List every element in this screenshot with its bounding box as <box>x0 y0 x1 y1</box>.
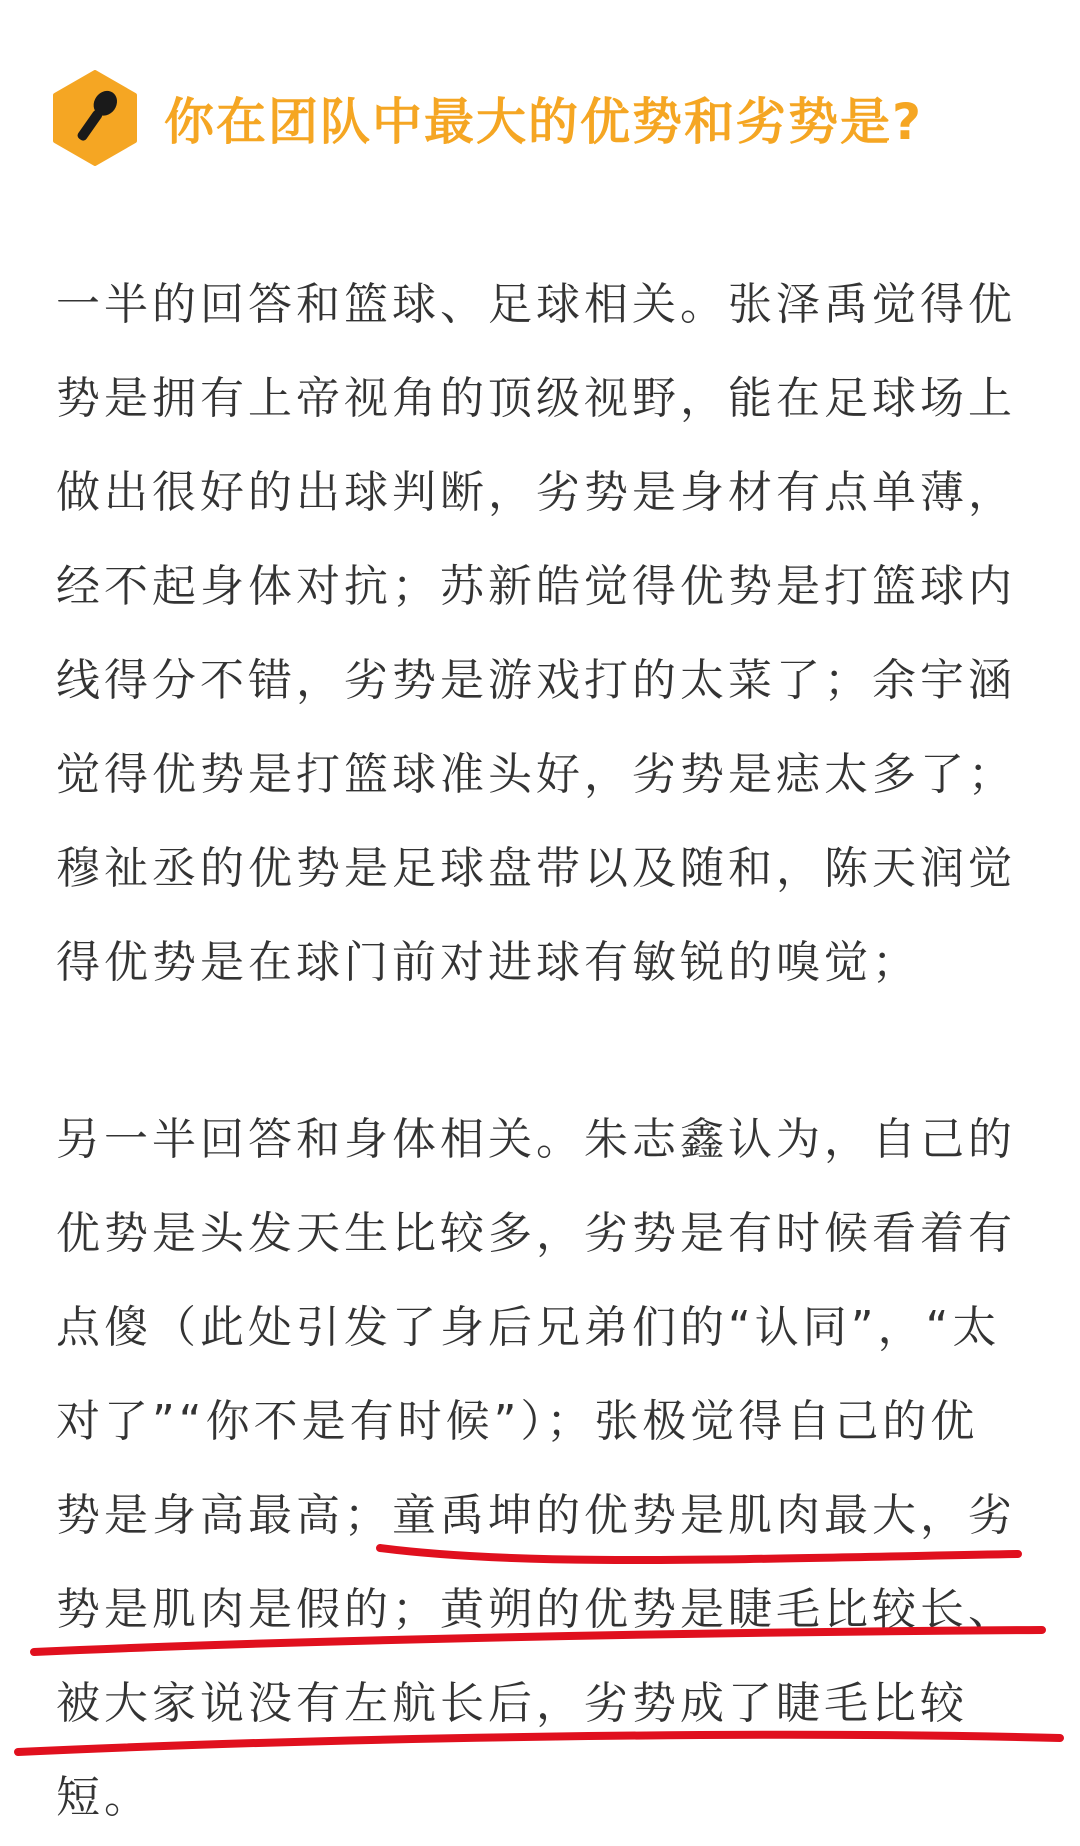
paragraph-sports <box>56 258 1036 1010</box>
text-line: 点傻（此处引发了身后兄弟们的“认同”，“太 <box>56 1302 1001 1353</box>
text-line: 穆祉丞的优势是足球盘带以及随和，陈天润觉 <box>56 843 1016 894</box>
text-line: 被大家说没有左航长后，劣势成了睫毛比较 <box>56 1678 968 1729</box>
text-line: 优势是头发天生比较多，劣势是有时候看着有 <box>56 1208 1016 1259</box>
text-line: 势是身高最高；童禹坤的优势是肌肉最大，劣 <box>56 1490 1016 1541</box>
text-line: 觉得优势是打篮球准头好，劣势是痣太多了； <box>56 749 1016 800</box>
section-title: 你在团队中最大的优势和劣势是? <box>164 93 924 151</box>
text-line: 线得分不错，劣势是游戏打的太菜了；余宇涵 <box>56 655 1016 706</box>
text-line: 势是肌肉是假的；黄朔的优势是睫毛比较长、 <box>56 1584 1016 1635</box>
text-line: 得优势是在球门前对进球有敏锐的嗅觉； <box>56 937 920 988</box>
text-line: 另一半回答和身体相关。朱志鑫认为，自己的 <box>56 1114 1016 1165</box>
text-line: 短。 <box>56 1772 152 1823</box>
section-header <box>52 66 923 170</box>
paragraph-body <box>56 1093 1036 1845</box>
text-line: 对了”“你不是有时候”）；张极觉得自己的优 <box>56 1396 979 1447</box>
microphone-icon <box>52 70 138 166</box>
text-line: 一半的回答和篮球、足球相关。张泽禹觉得优 <box>56 279 1016 330</box>
text-line: 做出很好的出球判断，劣势是身材有点单薄， <box>56 467 1016 518</box>
text-line: 势是拥有上帝视角的顶级视野，能在足球场上 <box>56 373 1016 424</box>
text-line: 经不起身体对抗；苏新皓觉得优势是打篮球内 <box>56 561 1016 612</box>
